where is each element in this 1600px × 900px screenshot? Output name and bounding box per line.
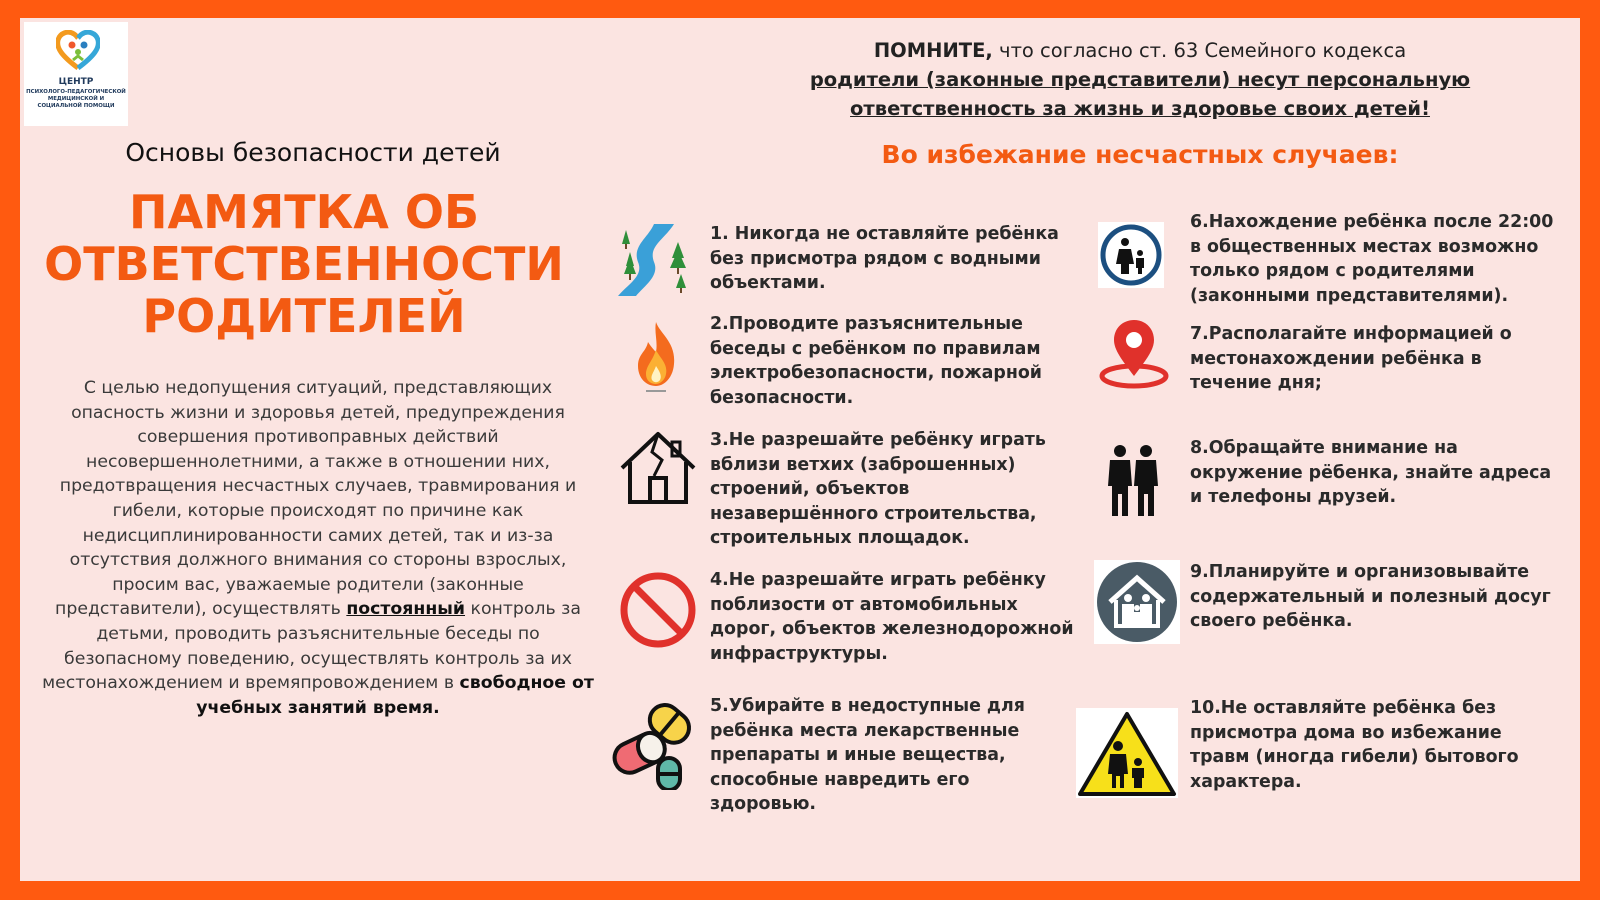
ruined-house-icon	[618, 430, 698, 506]
safety-item-7: 7.Располагайте информацией о местонахождении ребёнка в течение дня;	[1190, 324, 1512, 394]
location-pin-icon	[1098, 318, 1170, 390]
safety-item-2: 2.Проводите разъяснительные беседы с ребёнком по правилам электробезопасности, пожарной безопасности.	[710, 314, 1042, 408]
title-line: ПАМЯТКА ОБ	[128, 185, 480, 239]
safety-item-8: 8.Обращайте внимание на окружение рёбенка, знайте адреса и телефоны друзей.	[1190, 438, 1552, 508]
intro-bold: свободное от учебных занятий время.	[196, 673, 594, 718]
safety-item-1: 1. Никогда не оставляйте ребёнка без присмотра рядом с водными объектами.	[710, 224, 1059, 294]
intro-text-continued: контроль за детьми, проводить разъяснительные беседы по безопасному поведению, осуществлять контроль за их местонахождением и времяпровождением в	[42, 599, 581, 694]
logo-subtitle: ПСИХОЛОГО-ПЕДАГОГИЧЕСКОЙ МЕДИЦИНСКОЙ И СОЦИАЛЬНОЙ ПОМОЩИ	[26, 89, 126, 109]
family-home-icon	[1094, 560, 1180, 644]
safety-item-4: 4.Не разрешайте играть ребёнку поблизости от автомобильных дорог, объектов железнодорожной инфраструктуры.	[710, 570, 1074, 664]
poster-title	[0, 186, 608, 342]
intro-paragraph	[38, 376, 598, 720]
river-forest-icon	[614, 222, 692, 298]
pills-icon	[610, 694, 696, 790]
parent-child-circle-icon	[1098, 222, 1164, 288]
notice-line2: родители (законные представители) несут персональную	[809, 68, 1471, 91]
warning-sign-icon	[1076, 708, 1178, 798]
notice-line1: что согласно ст. 63 Семейного кодекса	[999, 39, 1407, 62]
legal-notice	[730, 36, 1550, 123]
title-line: РОДИТЕЛЕЙ	[142, 289, 466, 343]
people-icon	[1104, 444, 1164, 518]
safety-item-9: 9.Планируйте и организовывайте содержательный и полезный досуг своего ребёнка.	[1190, 562, 1551, 632]
safety-item-6: 6.Нахождение ребёнка после 22:00 в общественных местах возможно только рядом с родителями (законными представителями).	[1190, 212, 1554, 306]
prohibited-icon	[618, 570, 698, 650]
logo	[24, 22, 128, 126]
intro-emphasis: постоянный	[346, 599, 466, 620]
section-heading: Во избежание несчастных случаев:	[881, 140, 1399, 169]
title-line: ОТВЕТСТВЕННОСТИ	[44, 237, 564, 291]
intro-text: С целью недопущения ситуаций, представляющих опасность жизни и здоровья детей, предупреждения совершения противоправных действий несовершеннолетними, а также в отношении них, предотвращения несчастных случаев, травмирования и гибели, которые происходят по причине как недисциплинированности самих детей, так и из-за отсутствия должного внимания со стороны взрослых, просим вас, уважаемые родители (законные представители), осуществлять	[55, 378, 577, 620]
safety-item-5: 5.Убирайте в недоступные для ребёнка места лекарственные препараты и иные вещества, способные навредить его здоровью.	[710, 696, 1025, 815]
fire-icon	[630, 320, 682, 394]
safety-item-10: 10.Не оставляйте ребёнка без присмотра дома во избежание травм (иногда гибели) бытового характера.	[1190, 698, 1519, 792]
safety-item-3: 3.Не разрешайте ребёнку играть вблизи ветхих (заброшенных) строений, объектов незавершённого строительства, строительных площадок.	[710, 430, 1046, 549]
notice-line3: ответственность за жизнь и здоровье своих детей!	[850, 97, 1430, 120]
notice-remember: ПОМНИТЕ,	[873, 39, 993, 62]
heart-family-icon	[56, 30, 100, 70]
logo-title: ЦЕНТР	[58, 77, 94, 87]
poster-subtitle: Основы безопасности детей	[125, 138, 501, 167]
